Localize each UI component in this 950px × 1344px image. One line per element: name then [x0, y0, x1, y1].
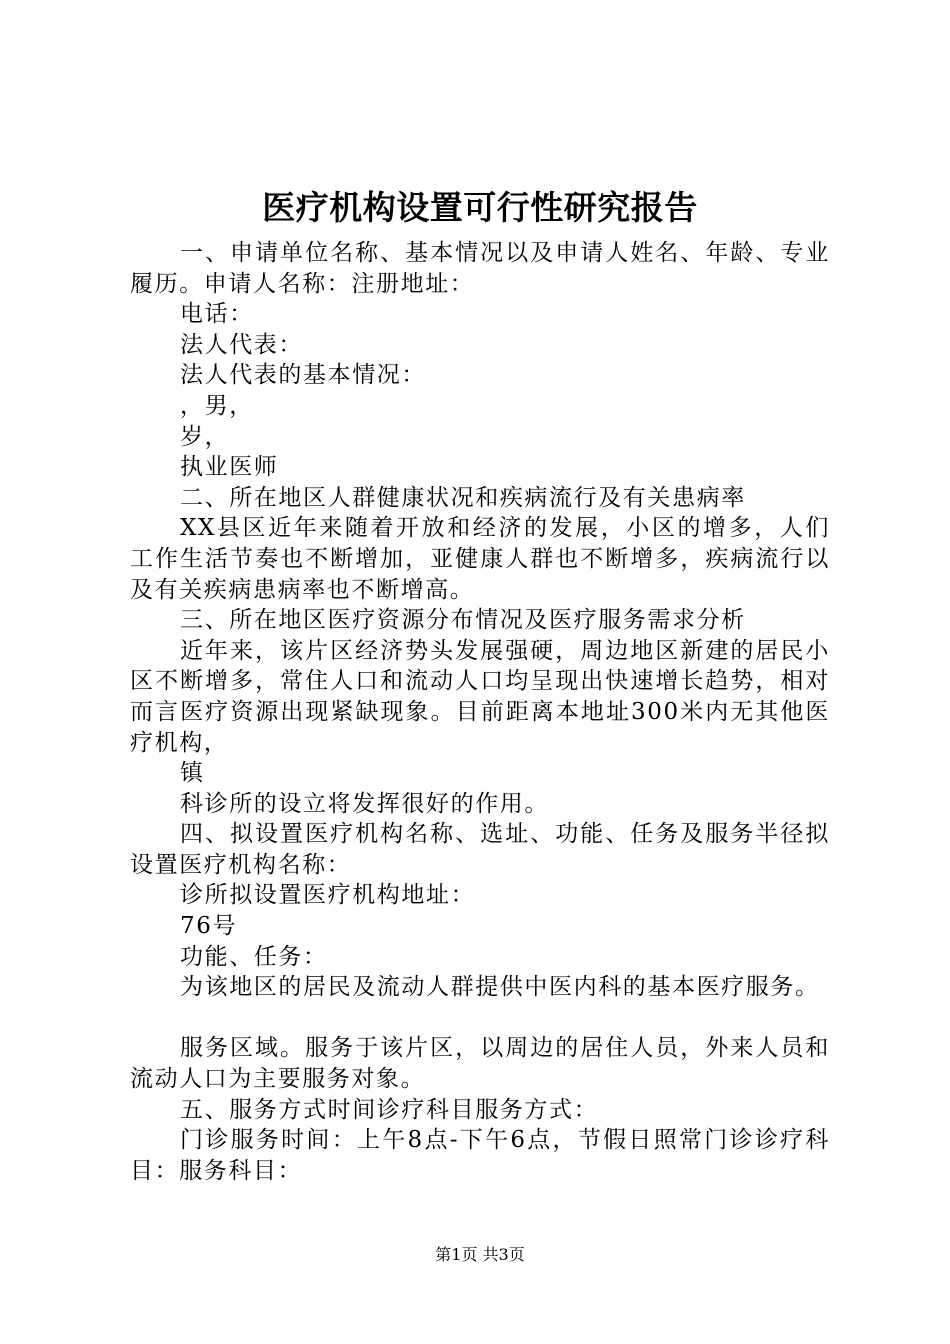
- paragraph-clinic-role: 科诊所的设立将发挥很好的作用。: [180, 790, 549, 817]
- paragraph-blank: [130, 1003, 830, 1034]
- paragraph-functions: 功能、任务：: [180, 943, 328, 970]
- paragraph-phone: 电话：: [180, 301, 254, 328]
- paragraph-section-3-heading: 三、所在地区医疗资源分布情况及医疗服务需求分析: [180, 607, 746, 634]
- paragraph-section-4-heading: 四、拟设置医疗机构名称、选址、功能、任务及服务半径拟设置医疗机构名称：: [130, 821, 830, 878]
- paragraph-town: 镇: [180, 760, 205, 787]
- paragraph-services: 为该地区的居民及流动人群提供中医内科的基本医疗服务。: [180, 974, 820, 1001]
- paragraph-resource-analysis: 近年来，该片区经济势头发展强硬，周边地区新建的居民小区不断增多，常住人口和流动人口均呈现出快速增长趋势，相对而言医疗资源出现紧缺现象。目前距离本地址300米内无其他医疗机构，: [130, 637, 830, 756]
- paragraph-legal-rep: 法人代表：: [180, 331, 303, 358]
- paragraph-section-1-heading: 一、申请单位名称、基本情况以及申请人姓名、年龄、专业履历。申请人名称：注册地址：: [130, 240, 830, 297]
- paragraph-address-number: 76号: [180, 913, 238, 940]
- paragraph-service-area: 服务区域。服务于该片区，以周边的居住人员，外来人员和流动人口为主要服务对象。: [130, 1035, 830, 1093]
- paragraph-health-status: XX县区近年来随着开放和经济的发展，小区的增多，人们工作生活节奏也不断增加，亚健康人群也不断增多，疾病流行以及有关疾病患病率也不断增高。: [130, 515, 830, 603]
- page-footer: 第1页 共3页: [435, 1245, 525, 1264]
- paragraph-service-hours: 门诊服务时间：上午8点-下午6点，节假日照常门诊诊疗科目：服务科目：: [130, 1127, 830, 1184]
- document-body: [130, 238, 830, 1186]
- paragraph-age: 岁，: [180, 423, 230, 450]
- paragraph-clinic-address: 诊所拟设置医疗机构地址：: [180, 882, 476, 909]
- document-title: 医疗机构设置可行性研究报告: [262, 188, 698, 227]
- paragraph-gender: ，男，: [180, 392, 254, 419]
- paragraph-section-5-heading: 五、服务方式时间诊疗科目服务方式：: [180, 1096, 599, 1123]
- document-page: [130, 0, 830, 1344]
- paragraph-section-2-heading: 二、所在地区人群健康状况和疾病流行及有关患病率: [180, 484, 746, 511]
- paragraph-physician: 执业医师: [180, 454, 279, 481]
- paragraph-legal-rep-info: 法人代表的基本情况：: [180, 362, 426, 389]
